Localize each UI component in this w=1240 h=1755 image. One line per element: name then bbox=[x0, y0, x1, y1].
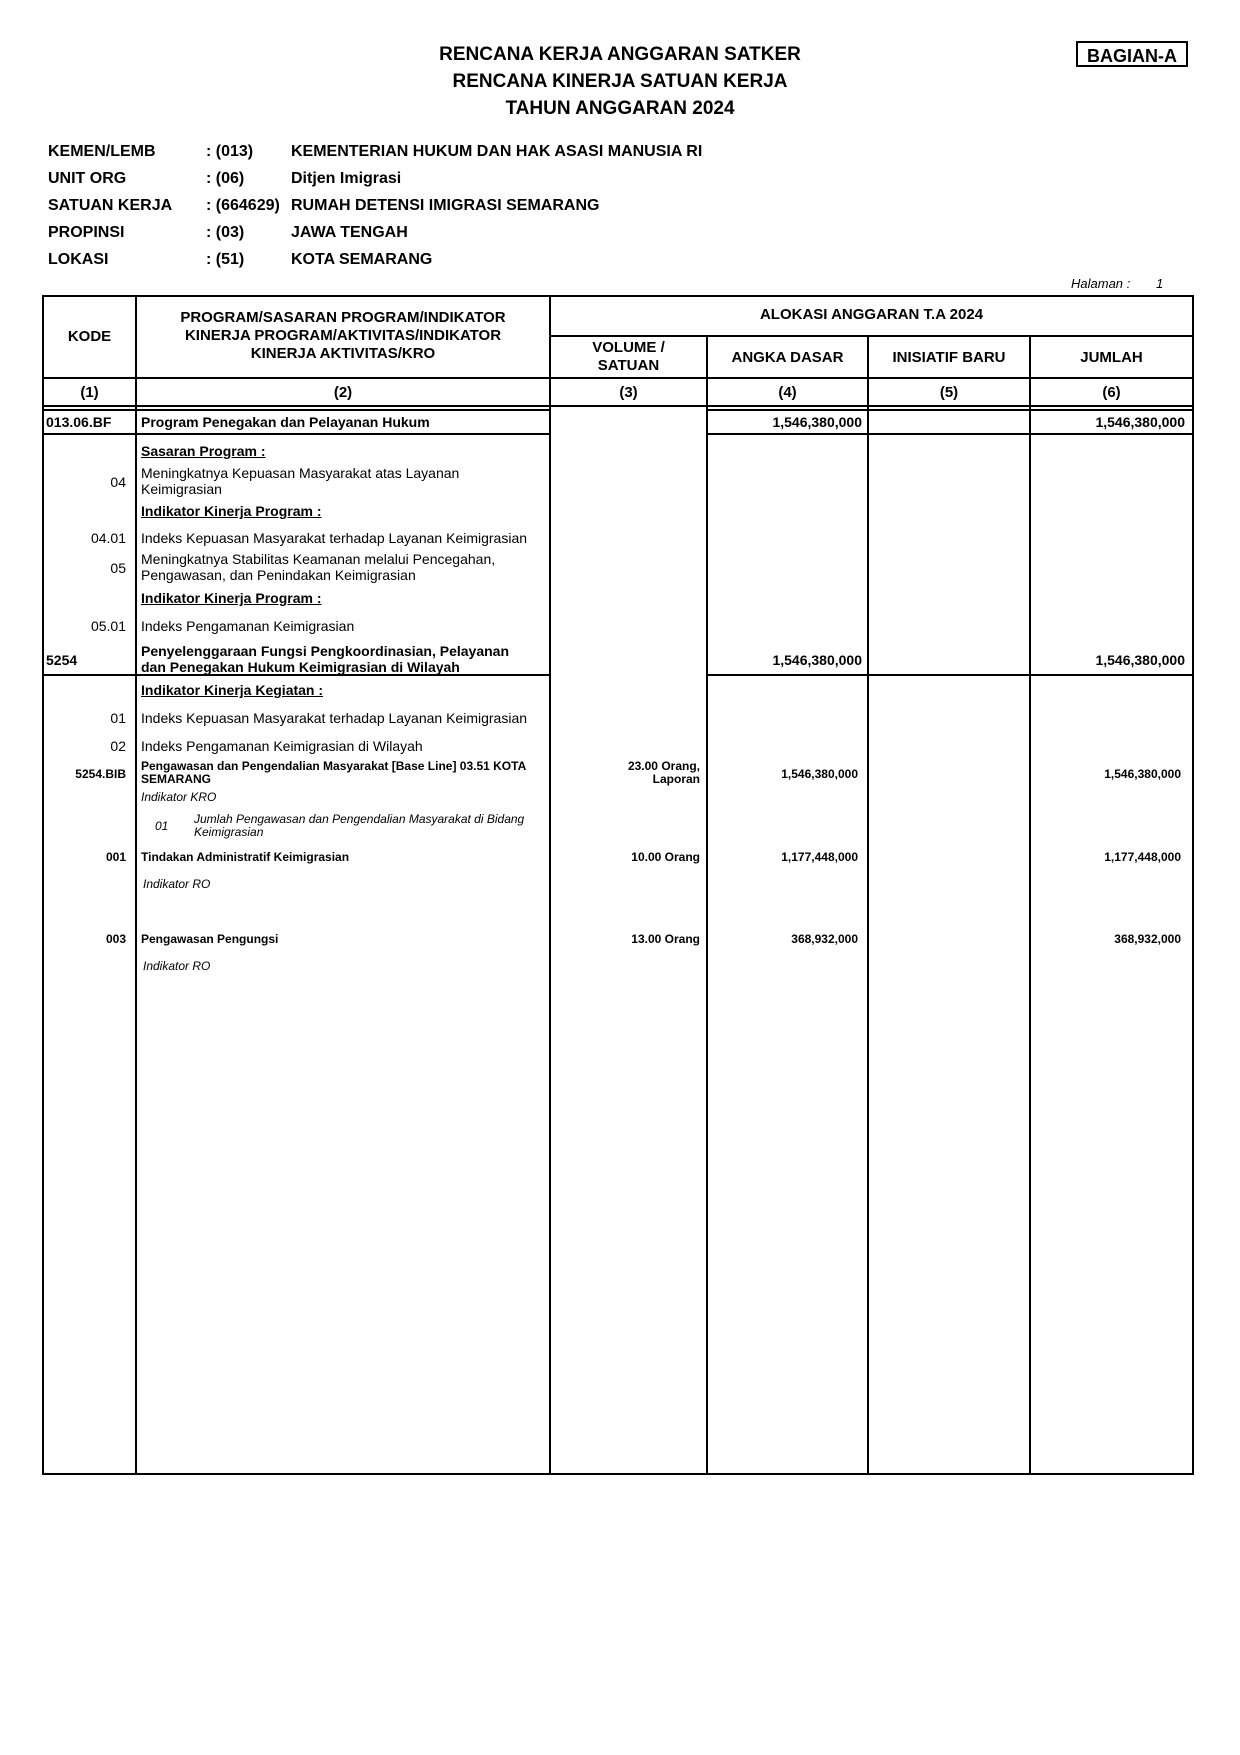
meta-label-unit: UNIT ORG bbox=[48, 170, 127, 187]
ro-1-indikator: Indikator RO bbox=[143, 877, 211, 891]
ro-2-volume: 13.00 Orang bbox=[631, 932, 700, 946]
ro-1-angka-dasar: 1,177,448,000 bbox=[781, 850, 858, 864]
ro-2-jumlah: 368,932,000 bbox=[1114, 932, 1181, 946]
meta-code-unit: : (06) bbox=[206, 170, 245, 187]
header-bottom-line bbox=[42, 377, 1194, 379]
kro-kode: 5254.BIB bbox=[75, 767, 126, 781]
program-top-line bbox=[42, 409, 551, 411]
colnum-1: (1) bbox=[80, 384, 99, 401]
ro-1-name: Tindakan Administratif Keimigrasian bbox=[141, 850, 350, 864]
report-title-1: RENCANA KERJA ANGGARAN SATKER bbox=[439, 44, 801, 65]
sasaran-heading: Sasaran Program : bbox=[141, 443, 266, 459]
colnum-6: (6) bbox=[1102, 384, 1121, 401]
header-program-l2: KINERJA PROGRAM/AKTIVITAS/INDIKATOR bbox=[184, 327, 502, 344]
program-bottom-line bbox=[42, 433, 551, 435]
ikk-2-text: Indeks Pengamanan Keimigrasian di Wilayah bbox=[141, 738, 423, 754]
program-name: Program Penegakan dan Pelayanan Hukum bbox=[141, 414, 430, 430]
ro-1-kode: 001 bbox=[105, 850, 126, 864]
ro-1-volume: 10.00 Orang bbox=[631, 850, 700, 864]
kegiatan-jumlah: 1,546,380,000 bbox=[1095, 652, 1185, 668]
kegiatan-name-l1: Penyelenggaraan Fungsi Pengkoordinasian, Pelayanan bbox=[141, 643, 509, 659]
meta-code-lokasi: : (51) bbox=[206, 251, 245, 268]
ro-2-indikator: Indikator RO bbox=[143, 959, 211, 973]
ro-2-name: Pengawasan Pengungsi bbox=[141, 932, 279, 946]
header-volume-l1: VOLUME / bbox=[592, 339, 665, 356]
header-program-l1: PROGRAM/SASARAN PROGRAM/INDIKATOR bbox=[180, 309, 506, 326]
sasaran-2-text-l2: Pengawasan, dan Penindakan Keimigrasian bbox=[141, 567, 416, 583]
header-split-line bbox=[551, 335, 1194, 337]
kegiatan-name-l2: dan Penegakan Hukum Keimigrasian di Wilayah bbox=[141, 659, 460, 675]
meta-value-kemen: KEMENTERIAN HUKUM DAN HAK ASASI MANUSIA RI bbox=[291, 143, 703, 160]
sasaran-2-code: 05 bbox=[110, 560, 126, 576]
sasaran-1-text-l1: Meningkatnya Kepuasan Masyarakat atas Layanan bbox=[141, 465, 460, 481]
col-border-5 bbox=[1029, 335, 1031, 1475]
col-border-1 bbox=[135, 295, 137, 1475]
kro-indikator-1-l2: Keimigrasian bbox=[194, 825, 264, 839]
kegiatan-kode: 5254 bbox=[46, 652, 78, 668]
meta-code-kemen: : (013) bbox=[206, 143, 254, 160]
header-inisiatif-baru: INISIATIF BARU bbox=[892, 349, 1006, 366]
ikp-2-code: 05.01 bbox=[90, 618, 126, 634]
ikp-1-heading: Indikator Kinerja Program : bbox=[141, 503, 322, 519]
kro-name-l2: SEMARANG bbox=[141, 772, 212, 786]
col-border-left bbox=[42, 295, 44, 1475]
program-angka-dasar: 1,546,380,000 bbox=[772, 414, 862, 430]
header-angka-dasar: ANGKA DASAR bbox=[731, 349, 844, 366]
colnum-bottom-line bbox=[42, 405, 1194, 407]
kegiatan-angka-dasar: 1,546,380,000 bbox=[772, 652, 862, 668]
ro-2-angka-dasar: 368,932,000 bbox=[791, 932, 858, 946]
ro-1-jumlah: 1,177,448,000 bbox=[1104, 850, 1181, 864]
kro-jumlah: 1,546,380,000 bbox=[1104, 767, 1181, 781]
ikk-1-code: 01 bbox=[110, 710, 126, 726]
header-alokasi: ALOKASI ANGGARAN T.A 2024 bbox=[759, 306, 984, 323]
ikp-2-heading: Indikator Kinerja Program : bbox=[141, 590, 322, 606]
colnum-5: (5) bbox=[939, 384, 959, 401]
program-kode: 013.06.BF bbox=[46, 414, 112, 430]
meta-label-lokasi: LOKASI bbox=[48, 251, 109, 268]
kro-angka-dasar: 1,546,380,000 bbox=[781, 767, 858, 781]
ro-2-kode: 003 bbox=[105, 932, 126, 946]
header-jumlah: JUMLAH bbox=[1080, 349, 1143, 366]
kro-indikator-1-l1: Jumlah Pengawasan dan Pengendalian Masyarakat di Bidang bbox=[194, 812, 525, 826]
meta-value-lokasi: KOTA SEMARANG bbox=[291, 251, 433, 268]
col-border-2 bbox=[549, 295, 551, 1475]
colnum-3: (3) bbox=[619, 384, 638, 401]
kro-volume-l1: 23.00 Orang, bbox=[627, 759, 700, 773]
sasaran-2-text-l1: Meningkatnya Stabilitas Keamanan melalui Pencegahan, bbox=[141, 551, 496, 567]
meta-label-kemen: KEMEN/LEMB bbox=[48, 143, 156, 160]
meta-label-propinsi: PROPINSI bbox=[48, 224, 125, 241]
kegiatan-bottom-line-right bbox=[706, 674, 1194, 676]
header-volume-l2: SATUAN bbox=[597, 357, 660, 374]
sasaran-1-code: 04 bbox=[110, 474, 126, 490]
colnum-2: (2) bbox=[333, 384, 353, 401]
page-label: Halaman : bbox=[1071, 276, 1131, 291]
page-number: 1 bbox=[1156, 276, 1164, 291]
meta-value-propinsi: JAWA TENGAH bbox=[291, 224, 408, 241]
program-bottom-line-right bbox=[706, 433, 1194, 435]
header-program-l3: KINERJA AKTIVITAS/KRO bbox=[250, 345, 436, 362]
kro-volume-l2: Laporan bbox=[652, 772, 700, 786]
ikk-1-text: Indeks Kepuasan Masyarakat terhadap Layanan Keimigrasian bbox=[141, 710, 528, 726]
meta-value-unit: Ditjen Imigrasi bbox=[291, 170, 402, 187]
ikp-2-text: Indeks Pengamanan Keimigrasian bbox=[141, 618, 355, 634]
meta-label-satker: SATUAN KERJA bbox=[48, 197, 173, 214]
meta-code-satker: : (664629) bbox=[206, 197, 280, 214]
program-jumlah: 1,546,380,000 bbox=[1095, 414, 1185, 430]
report-title-3: TAHUN ANGGARAN 2024 bbox=[505, 98, 735, 119]
table-bottom-border bbox=[42, 1473, 1194, 1475]
kro-indikator-1-code: 01 bbox=[155, 819, 169, 833]
meta-code-propinsi: : (03) bbox=[206, 224, 245, 241]
colnum-4: (4) bbox=[778, 384, 797, 401]
kro-name-l1: Pengawasan dan Pengendalian Masyarakat [Base Line] 03.51 KOTA bbox=[141, 759, 527, 773]
ikk-2-code: 02 bbox=[110, 738, 126, 754]
kro-indikator-heading: Indikator KRO bbox=[141, 790, 217, 804]
table-top-border bbox=[42, 295, 1194, 297]
program-top-line-right bbox=[706, 409, 1194, 411]
col-border-3 bbox=[706, 335, 708, 1475]
bagian-badge: BAGIAN-A bbox=[1076, 41, 1188, 67]
meta-value-satker: RUMAH DETENSI IMIGRASI SEMARANG bbox=[291, 197, 600, 214]
ikk-heading: Indikator Kinerja Kegiatan : bbox=[141, 682, 324, 698]
header-kode: KODE bbox=[67, 328, 112, 345]
col-border-right bbox=[1192, 295, 1194, 1475]
ikp-1-code: 04.01 bbox=[90, 530, 126, 546]
sasaran-1-text-l2: Keimigrasian bbox=[141, 481, 222, 497]
ikp-1-text: Indeks Kepuasan Masyarakat terhadap Layanan Keimigrasian bbox=[141, 530, 528, 546]
col-border-4 bbox=[867, 335, 869, 1475]
report-title-2: RENCANA KINERJA SATUAN KERJA bbox=[452, 71, 788, 92]
